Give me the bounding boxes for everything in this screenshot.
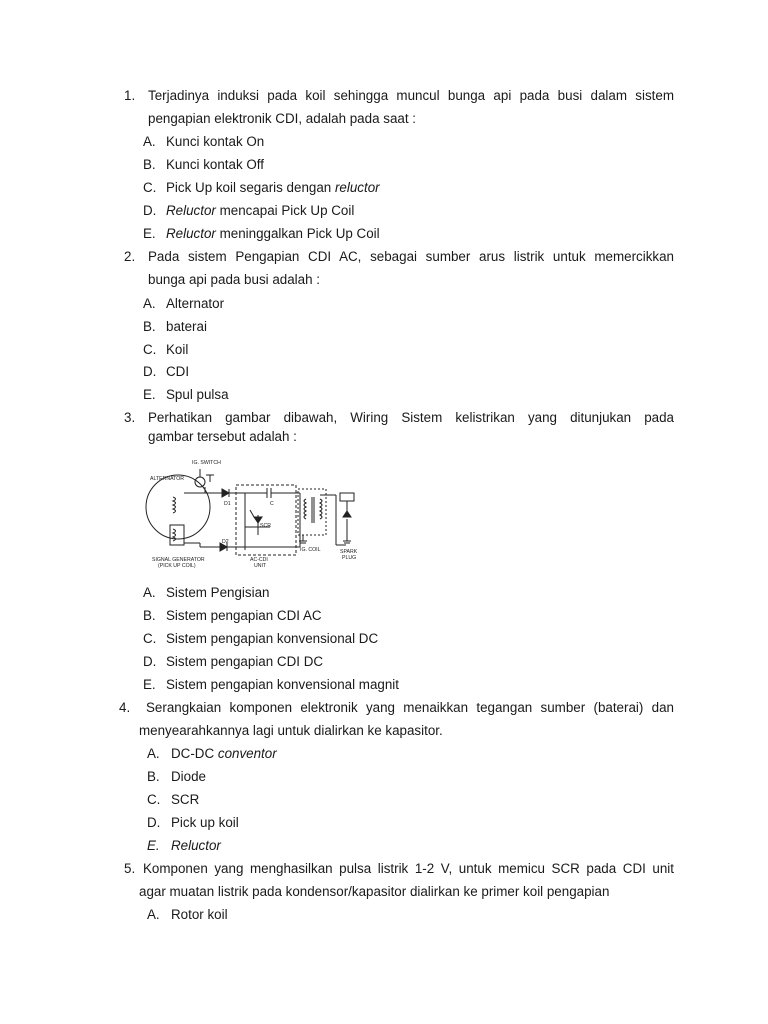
label-pick-up-coil: (PICK UP COIL) — [158, 563, 196, 569]
option-letter: A. — [143, 134, 156, 149]
option-text: Spul pulsa — [166, 387, 229, 402]
option-text-post: meninggalkan Pick Up Coil — [215, 226, 380, 241]
option-letter: A. — [147, 907, 160, 922]
option-text: Pick up koil — [171, 815, 239, 830]
option-letter: C. — [143, 631, 157, 646]
option-text-italic: reluctor — [334, 180, 380, 195]
option-text-italic: Reluctor — [166, 226, 216, 241]
option-text: SCR — [171, 792, 200, 807]
option-letter: D. — [147, 815, 161, 830]
spark-plug-top — [340, 493, 354, 501]
option-text: Alternator — [166, 296, 225, 311]
label-ig-coil: IG. COIL — [300, 547, 321, 553]
option-text: Diode — [171, 769, 206, 784]
option-text: CDI — [166, 364, 190, 379]
question-3-number: 3. — [124, 410, 136, 425]
option-text: Sistem pengapian CDI DC — [166, 654, 324, 669]
label-d1: D1 — [224, 501, 231, 507]
diode-d1 — [222, 489, 229, 497]
option-text-italic: Reluctor — [166, 203, 216, 218]
option-text: Rotor koil — [171, 907, 228, 922]
spark-plug-electrode — [343, 511, 351, 517]
ig-switch-circle — [195, 477, 205, 487]
option-letter: E. — [143, 677, 156, 692]
option-letter: B. — [143, 608, 156, 623]
option-letter: B. — [143, 157, 156, 172]
option-text: Sistem pengapian konvensional magnit — [166, 677, 399, 692]
question-4-line-1: Serangkaian komponen elektronik yang menaikkan tegangan sumber (baterai) dan — [146, 700, 674, 715]
label-scr: SCR — [260, 523, 271, 529]
option-letter: A. — [143, 585, 156, 600]
question-1-line-2: pengapian elektronik CDI, adalah pada saat : — [148, 111, 416, 126]
option-letter: D. — [143, 654, 157, 669]
label-capacitor: C — [270, 501, 274, 507]
label-ac-cdi: AC-CDI — [250, 557, 268, 563]
option-text: Kunci kontak On — [166, 134, 265, 149]
option-letter: C. — [143, 342, 157, 357]
question-2-number: 2. — [124, 249, 136, 264]
option-letter: C. — [143, 180, 157, 195]
question-3-line-2: gambar tersebut adalah : — [148, 429, 297, 444]
label-plug: PLUG — [342, 555, 357, 561]
option-letter: A. — [143, 296, 156, 311]
question-1-number: 1. — [124, 88, 136, 103]
alternator-coil — [173, 497, 176, 513]
option-letter: A. — [147, 746, 160, 761]
question-5-line-1: Komponen yang menghasilkan pulsa listrik 1-2 V, untuk memicu SCR pada CDI unit — [143, 861, 674, 876]
option-letter: E. — [143, 226, 156, 241]
cdi-wiring-diagram — [140, 455, 366, 575]
label-unit: UNIT — [254, 563, 267, 569]
option-letter: C. — [147, 792, 161, 807]
option-text: Koil — [166, 342, 189, 357]
question-5-number: 5. — [124, 861, 136, 876]
label-signal-generator: SIGNAL GENERATOR — [152, 557, 205, 563]
option-letter: D. — [143, 364, 157, 379]
option-text: Sistem pengapian konvensional DC — [166, 631, 379, 646]
question-2-line-1: Pada sistem Pengapian CDI AC, sebagai sumber arus listrik untuk memercikkan — [148, 249, 674, 264]
option-letter: B. — [143, 319, 156, 334]
pick-up-coil-box — [170, 525, 184, 545]
option-text: Pick Up koil segaris dengan — [166, 180, 335, 195]
wiring-diagram-svg — [140, 455, 366, 575]
label-d2: D2 — [222, 539, 229, 545]
label-alternator: ALTERNATOR — [150, 476, 185, 482]
option-text-italic: conventor — [217, 746, 277, 761]
option-letter: D. — [143, 203, 157, 218]
question-3-line-1: Perhatikan gambar dibawah, Wiring Sistem kelistrikan yang ditunjukan pada — [148, 410, 674, 425]
option-letter: E. — [143, 387, 156, 402]
alternator-circle — [146, 475, 210, 539]
option-text: Sistem pengapian CDI AC — [166, 608, 322, 623]
label-ig-switch: IG. SWITCH — [192, 460, 221, 466]
question-4-number: 4. — [119, 700, 131, 715]
option-text-italic: Reluctor — [171, 838, 221, 853]
ig-coil-secondary — [320, 499, 322, 519]
option-letter: B. — [147, 769, 160, 784]
label-spark: SPARK — [340, 549, 358, 555]
option-text: baterai — [166, 319, 207, 334]
ig-coil-primary — [304, 499, 306, 519]
question-1-line-1: Terjadinya induksi pada koil sehingga muncul bunga api pada busi dalam sistem — [148, 88, 674, 103]
option-text: Sistem Pengisian — [166, 585, 270, 600]
option-letter: E. — [147, 838, 160, 853]
option-text: Kunci kontak Off — [166, 157, 265, 172]
option-text: DC-DC — [171, 746, 218, 761]
question-4-line-2: menyearahkannya lagi untuk dialirkan ke kapasitor. — [139, 723, 443, 738]
option-text-post: mencapai Pick Up Coil — [215, 203, 355, 218]
question-5-line-2: agar muatan listrik pada kondensor/kapasitor dialirkan ke primer koil pengapian — [139, 884, 610, 899]
question-2-line-2: bunga api pada busi adalah : — [148, 272, 320, 287]
